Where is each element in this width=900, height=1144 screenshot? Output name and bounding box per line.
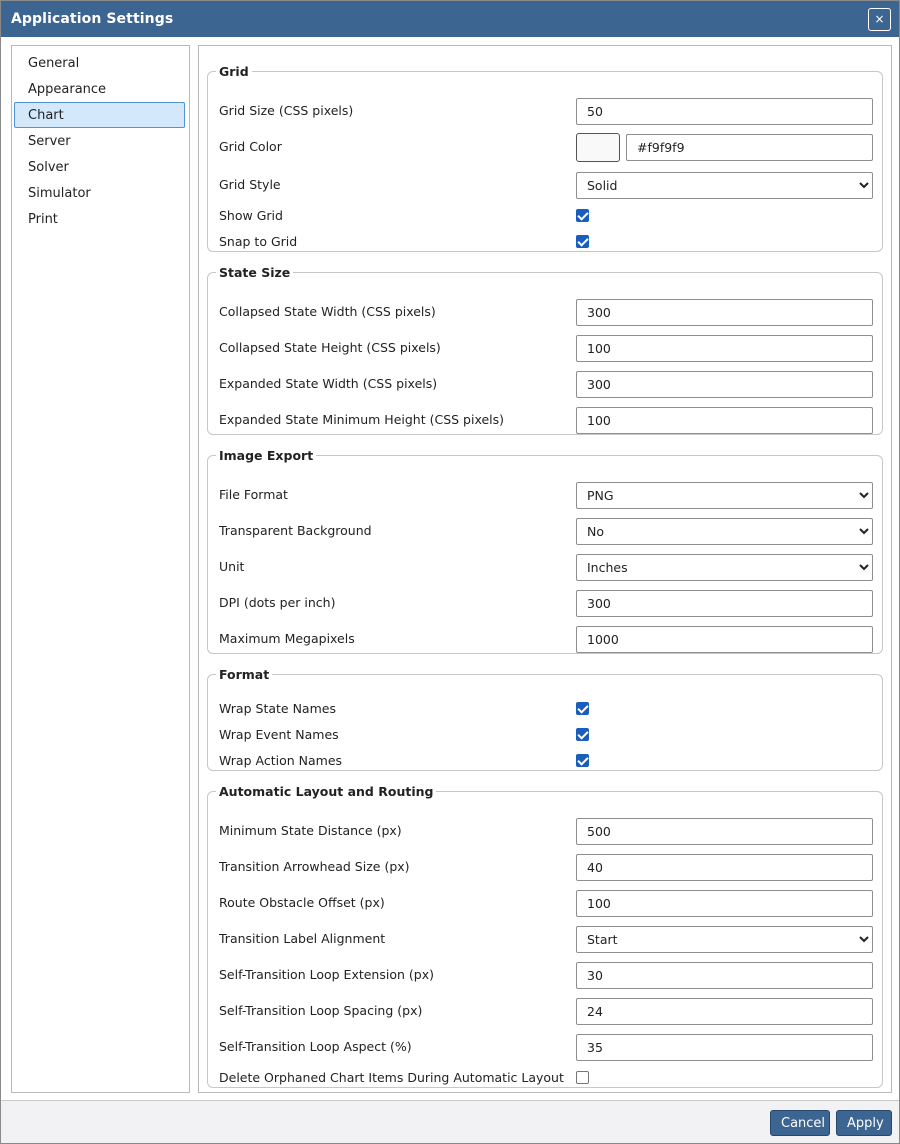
wrap-event-checkbox[interactable]: [576, 728, 589, 741]
arrowhead-size-row: [208, 853, 882, 881]
collapsed-width-label: Collapsed State Width (CSS pixels): [219, 304, 436, 319]
wrap-event-label: Wrap Event Names: [219, 727, 339, 742]
grid-color-row: [208, 133, 882, 161]
loop-spacing-label: Self-Transition Loop Spacing (px): [219, 1003, 423, 1018]
sidebar-item-server[interactable]: Server: [28, 134, 71, 149]
transparent-bg-row: [208, 517, 882, 545]
wrap-state-row: [208, 696, 882, 722]
collapsed-width-row: [208, 298, 882, 326]
grid-color-label: Grid Color: [219, 139, 282, 154]
grid-size-label: Grid Size (CSS pixels): [219, 103, 354, 118]
format-legend: Format: [219, 667, 270, 682]
show-grid-label: Show Grid: [219, 208, 283, 223]
collapsed-height-label: Collapsed State Height (CSS pixels): [219, 340, 441, 355]
max-megapixels-row: [208, 625, 882, 653]
settings-content: [198, 45, 892, 1093]
image-export-group: [207, 448, 883, 654]
expanded-min-height-input[interactable]: [576, 407, 873, 434]
unit-select[interactable]: [576, 554, 873, 581]
wrap-action-label: Wrap Action Names: [219, 753, 343, 768]
snap-grid-row: [208, 229, 882, 255]
delete-orphans-row: [208, 1065, 882, 1091]
wrap-state-label: Wrap State Names: [219, 701, 336, 716]
state-size-legend: State Size: [219, 265, 291, 280]
close-icon[interactable]: ×: [868, 8, 891, 31]
arrowhead-size-input[interactable]: [576, 854, 873, 881]
image-export-legend: Image Export: [219, 448, 314, 463]
grid-style-row: [208, 171, 882, 199]
grid-style-label: Grid Style: [219, 177, 281, 192]
loop-spacing-row: [208, 997, 882, 1025]
expanded-min-height-label: Expanded State Minimum Height (CSS pixels): [219, 412, 505, 427]
grid-color-swatch[interactable]: [576, 133, 620, 162]
loop-aspect-input[interactable]: [576, 1034, 873, 1061]
apply-button[interactable]: Apply: [836, 1110, 892, 1136]
transparent-bg-select[interactable]: [576, 518, 873, 545]
unit-row: [208, 553, 882, 581]
sidebar-item-appearance[interactable]: Appearance: [28, 82, 107, 97]
grid-color-input[interactable]: [626, 134, 873, 161]
expanded-width-input[interactable]: [576, 371, 873, 398]
dialog-title: Application Settings: [11, 11, 174, 27]
label-alignment-row: [208, 925, 882, 953]
sidebar-item-print[interactable]: Print: [28, 212, 58, 227]
snap-grid-checkbox[interactable]: [576, 235, 589, 248]
loop-spacing-input[interactable]: [576, 998, 873, 1025]
sidebar-item-simulator[interactable]: Simulator: [28, 186, 91, 201]
loop-extension-label: Self-Transition Loop Extension (px): [219, 967, 434, 982]
format-group: [207, 667, 883, 771]
settings-sidebar: [11, 45, 190, 1093]
wrap-event-row: [208, 722, 882, 748]
label-alignment-select[interactable]: [576, 926, 873, 953]
sidebar-item-solver[interactable]: Solver: [28, 160, 69, 175]
show-grid-checkbox[interactable]: [576, 209, 589, 222]
dpi-label: DPI (dots per inch): [219, 595, 336, 610]
state-size-group: [207, 265, 883, 435]
title-bar: [1, 1, 899, 37]
min-distance-row: [208, 817, 882, 845]
obstacle-offset-label: Route Obstacle Offset (px): [219, 895, 385, 910]
auto-layout-group: [207, 784, 883, 1088]
auto-layout-legend: Automatic Layout and Routing: [219, 784, 434, 799]
file-format-label: File Format: [219, 487, 288, 502]
min-distance-input[interactable]: [576, 818, 873, 845]
grid-group: [207, 64, 883, 252]
grid-size-input[interactable]: [576, 98, 873, 125]
dpi-input[interactable]: [576, 590, 873, 617]
max-megapixels-label: Maximum Megapixels: [219, 631, 355, 646]
file-format-select[interactable]: [576, 482, 873, 509]
grid-size-row: [208, 97, 882, 125]
dpi-row: [208, 589, 882, 617]
obstacle-offset-row: [208, 889, 882, 917]
transparent-bg-label: Transparent Background: [219, 523, 372, 538]
loop-aspect-label: Self-Transition Loop Aspect (%): [219, 1039, 412, 1054]
cancel-button[interactable]: Cancel: [770, 1110, 830, 1136]
wrap-action-row: [208, 748, 882, 774]
obstacle-offset-input[interactable]: [576, 890, 873, 917]
dialog-footer: [1, 1100, 899, 1143]
collapsed-width-input[interactable]: [576, 299, 873, 326]
wrap-state-checkbox[interactable]: [576, 702, 589, 715]
expanded-width-label: Expanded State Width (CSS pixels): [219, 376, 438, 391]
grid-style-select[interactable]: [576, 172, 873, 199]
label-alignment-label: Transition Label Alignment: [219, 931, 386, 946]
expanded-min-height-row: [208, 406, 882, 434]
loop-aspect-row: [208, 1033, 882, 1061]
collapsed-height-input[interactable]: [576, 335, 873, 362]
expanded-width-row: [208, 370, 882, 398]
max-megapixels-input[interactable]: [576, 626, 873, 653]
arrowhead-size-label: Transition Arrowhead Size (px): [219, 859, 410, 874]
delete-orphans-label: Delete Orphaned Chart Items During Automatic Layout: [219, 1070, 564, 1085]
sidebar-item-chart[interactable]: Chart: [14, 102, 185, 128]
loop-extension-row: [208, 961, 882, 989]
sidebar-item-general[interactable]: General: [28, 56, 80, 71]
loop-extension-input[interactable]: [576, 962, 873, 989]
file-format-row: [208, 481, 882, 509]
unit-label: Unit: [219, 559, 245, 574]
wrap-action-checkbox[interactable]: [576, 754, 589, 767]
show-grid-row: [208, 203, 882, 229]
collapsed-height-row: [208, 334, 882, 362]
min-distance-label: Minimum State Distance (px): [219, 823, 402, 838]
snap-grid-label: Snap to Grid: [219, 234, 298, 249]
grid-legend: Grid: [219, 64, 249, 79]
delete-orphans-checkbox[interactable]: [576, 1071, 589, 1084]
